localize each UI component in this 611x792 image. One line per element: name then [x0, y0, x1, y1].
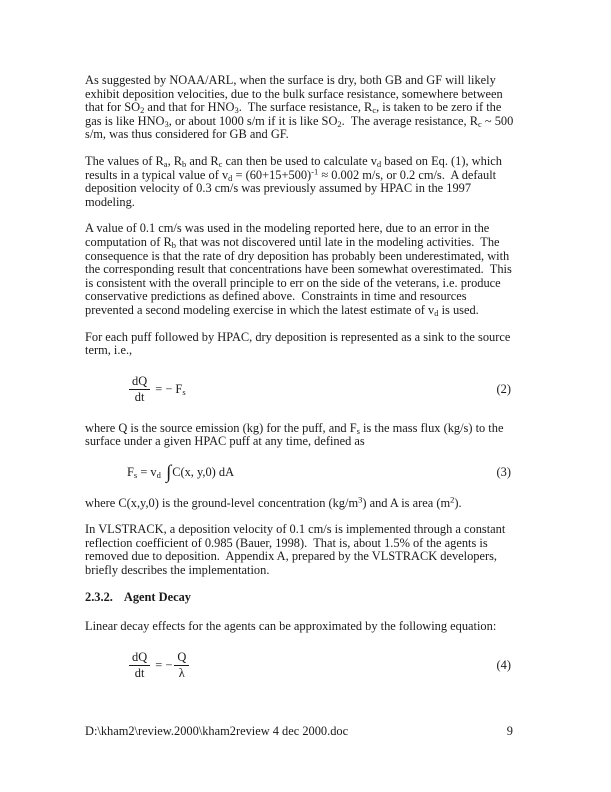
equation-number: (3) — [496, 465, 511, 480]
fraction-numerator: Q — [174, 651, 189, 667]
fraction-denominator: λ — [178, 666, 185, 681]
subscript: 2 — [140, 105, 145, 116]
text-run: For each puff followed by HPAC, dry deposition is represented as a sink to the source term, i.e., — [85, 329, 514, 358]
text-run: that was not discovered until late in the modeling activities. The consequence is that the rate of dry deposition has probably been underestimated, with the corresponding result that concentrations have been somewhat overestimated. This is consistent with the overall principle to err on the side of the veterans, i.e. produce conservative predictions as defined above. Constraints in time and resources prevented a second modeling exercise in which the latest estimate of v — [85, 234, 515, 317]
text-run: and that for HNO — [144, 100, 235, 115]
fraction-numerator: dQ — [129, 651, 150, 667]
text-run: . The surface resistance, R — [238, 100, 373, 115]
text-run: ). — [454, 495, 462, 510]
equation-body — [127, 651, 191, 681]
superscript: 2 — [450, 494, 455, 505]
para-source-emission — [85, 422, 515, 449]
subscript: b — [182, 158, 187, 169]
fraction-denominator: dt — [134, 390, 145, 405]
text-run: is used. — [438, 302, 479, 317]
para-ground-level-concentration — [85, 494, 515, 511]
subscript: b — [171, 239, 176, 250]
equation-text: = − — [152, 657, 173, 672]
superscript: 3 — [358, 494, 363, 505]
subscript: c — [372, 105, 377, 116]
text-run: 2.3.2. — [85, 589, 113, 604]
equation-text: C(x, y,0) dA — [172, 465, 235, 480]
text-run: and R — [186, 153, 219, 168]
text-run: , R — [167, 153, 183, 168]
subscript: 3 — [234, 105, 239, 116]
equation-number: (4) — [496, 658, 511, 673]
text-run: ) and A is area (m — [362, 495, 451, 510]
text-run: based on Eq. (1), which results in a typical value of v — [85, 153, 506, 182]
text-run: where Q is the source emission (kg) for the puff, and F — [85, 420, 357, 435]
footer-file-path: D:\kham2\review.2000\kham2review 4 dec 2000.doc — [85, 724, 349, 738]
fraction — [129, 375, 150, 405]
para-deposition-velocity-values — [85, 155, 515, 209]
text-run: Agent Decay — [123, 589, 191, 604]
subscript: s — [133, 470, 138, 481]
subscript: s — [356, 425, 360, 436]
equation-text: = − F — [152, 381, 183, 396]
equation-text: F — [127, 465, 134, 480]
text-run: is the mass flux (kg/s) to the surface under a given HPAC puff at any time, defined as — [85, 420, 507, 449]
para-linear-decay — [85, 620, 515, 634]
text-run: , or about 1000 s/m if it is like SO — [168, 113, 338, 128]
text-run: In VLSTRACK, a deposition velocity of 0.1 cm/s is implemented through a constant reflection coefficient of 0.985 (Bauer, 1998). That is, about 1.5% of the agents is removed due to deposition. Appendix A, prepared by the VLSTRACK developers, briefly describes the implementation. — [85, 522, 509, 578]
text-run: Linear decay effects for the agents can be approximated by the following equation: — [85, 619, 497, 634]
text-run: A value of 0.1 cm/s was used in the modeling reported here, due to an error in the computation of R — [85, 221, 493, 249]
equation-body — [127, 462, 235, 484]
fraction — [174, 651, 189, 681]
subscript: s — [182, 386, 186, 397]
subscript: d — [156, 470, 161, 481]
text-run: The values of R — [85, 153, 164, 168]
subscript: c — [478, 118, 482, 129]
equation-text: = v — [137, 465, 157, 480]
para-modeling-error — [85, 222, 515, 317]
text-run: ≈ 0.002 m/s, or 0.2 cm/s. A default deposition velocity of 0.3 cm/s was previously assumed by HPAC in the 1997 modeling. — [85, 167, 500, 209]
equation-4 — [85, 651, 515, 681]
text-run: , is taken to be zero if the gas is like HNO — [85, 100, 505, 128]
equation-text — [161, 465, 164, 479]
text-run: where C(x,y,0) is the ground-level concentration (kg/m — [85, 495, 359, 510]
equation-2 — [85, 375, 515, 405]
subscript: d — [434, 307, 439, 318]
subscript: 2 — [337, 118, 342, 129]
para-puff-sink — [85, 331, 515, 358]
equation-number: (2) — [496, 381, 511, 396]
section-heading-agent-decay — [85, 591, 515, 605]
document-body — [85, 74, 515, 698]
text-run: As suggested by NOAA/ARL, when the surface is dry, both GB and GF will likely exhibit deposition velocities, due to the bulk surface resistance, somewhere between that for SO — [85, 73, 506, 115]
subscript: a — [163, 158, 168, 169]
subscript: d — [228, 172, 233, 183]
text-run: . The average resistance, R — [341, 113, 479, 128]
subscript: c — [218, 158, 223, 169]
text-run: can then be used to calculate v — [222, 153, 377, 168]
footer-page-number: 9 — [506, 724, 513, 738]
page-footer — [85, 724, 515, 739]
para-surface-resistance — [85, 74, 515, 142]
integral-symbol: ∫ — [165, 462, 172, 484]
text-run: ~ 500 s/m, was thus considered for GB and GF. — [85, 113, 517, 142]
equation-body — [127, 375, 186, 405]
subscript: d — [376, 158, 382, 169]
subscript: 3 — [164, 118, 169, 129]
fraction-denominator: dt — [134, 666, 145, 681]
text-run: = (60+15+500) — [232, 167, 312, 182]
superscript: -1 — [311, 166, 319, 177]
fraction — [129, 651, 150, 681]
equation-3 — [85, 462, 515, 484]
fraction-numerator: dQ — [129, 375, 150, 391]
para-vlstrack-reflection — [85, 523, 515, 577]
